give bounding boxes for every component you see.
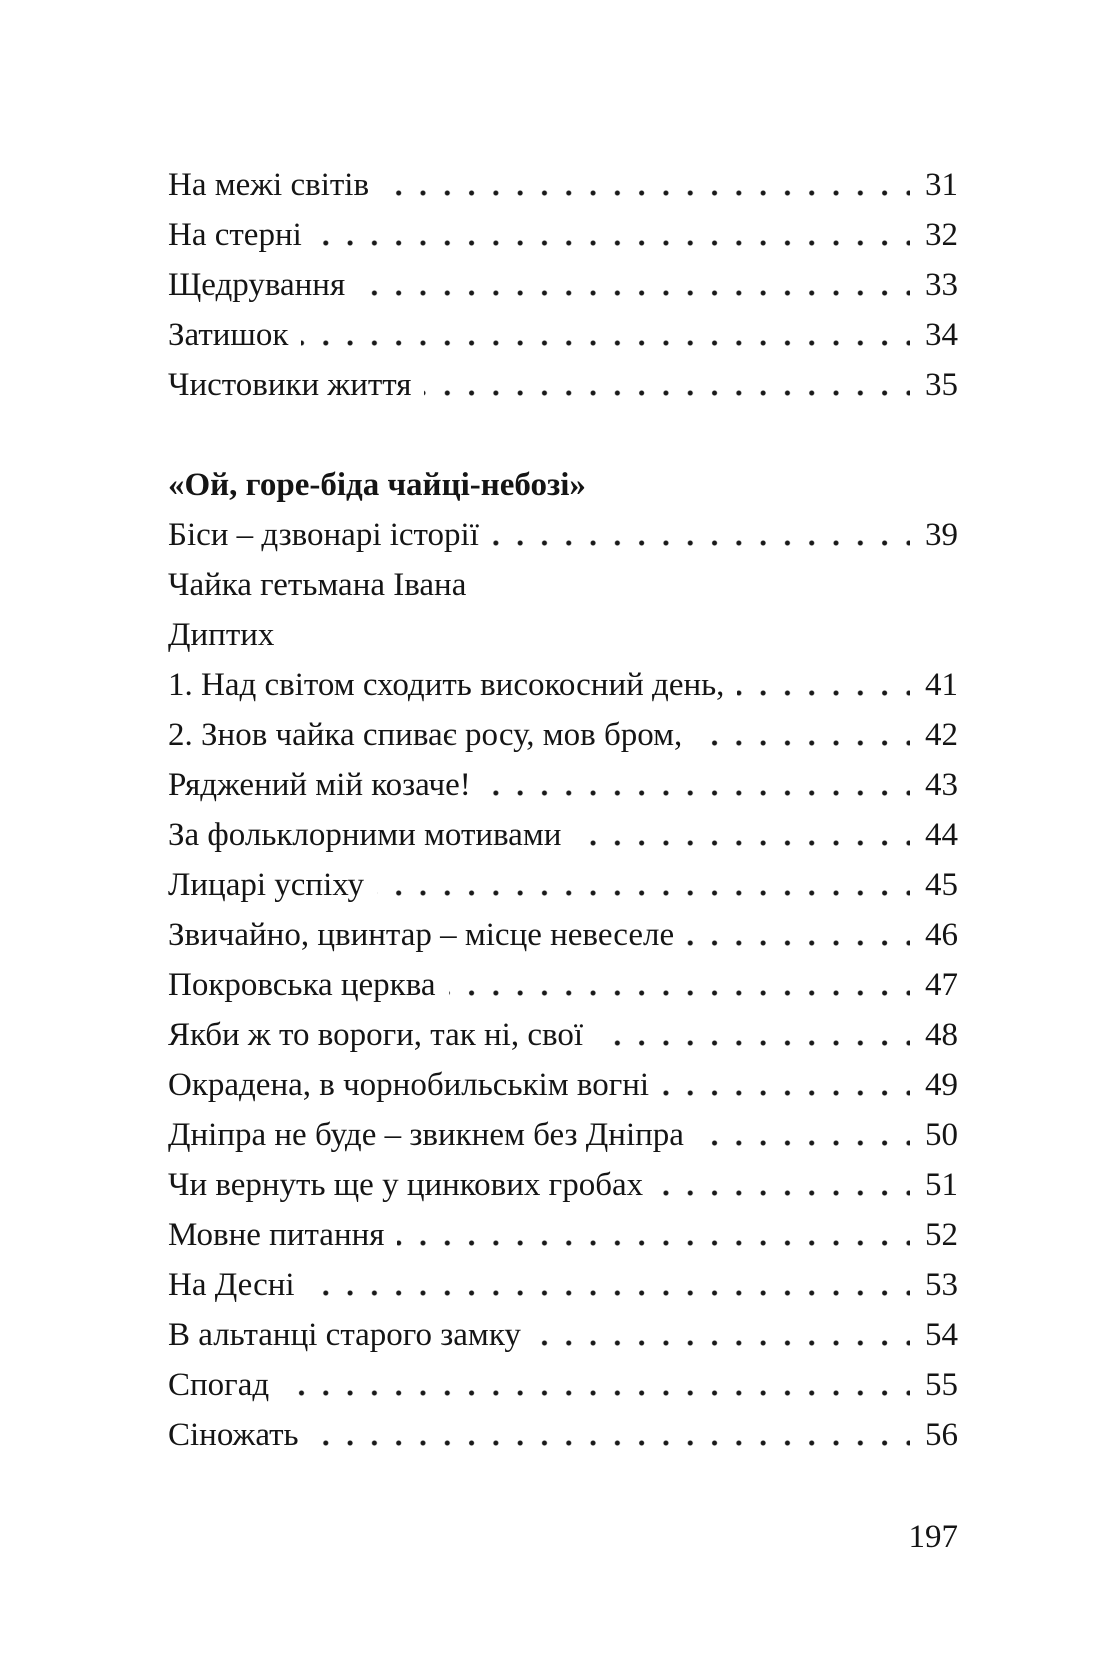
toc-entry: [168, 260, 958, 310]
toc-section-heading-text: «Ой, горе-біда чайці-небозі»: [168, 460, 599, 510]
toc-entry-page-number: 39: [910, 510, 958, 560]
toc-entry-title: Щедрування: [168, 260, 358, 310]
toc-entry: [168, 1360, 958, 1410]
toc-entry-title: Спогад: [168, 1360, 282, 1410]
toc-entry-page-number: 42: [910, 710, 958, 760]
toc-entry: [168, 610, 958, 660]
toc-section-heading: [168, 460, 958, 510]
toc-entry-title: Звичайно, цвинтар – місце невеселе: [168, 910, 687, 960]
toc-entry-title: Чи вернуть ще у цинкових гробах: [168, 1160, 656, 1210]
toc-entry-page-number: 32: [910, 210, 958, 260]
toc-entry-title: Покровська церква: [168, 960, 449, 1010]
toc-entry-title: Мовне питання: [168, 1210, 397, 1260]
toc-entry-page-number: 35: [910, 360, 958, 410]
toc-entry-page-number: 44: [910, 810, 958, 860]
toc-entry-page-number: 47: [910, 960, 958, 1010]
toc-entry-title: Окрадена, в чорнобильськім вогні: [168, 1060, 662, 1110]
toc-entry-page-number: 31: [910, 160, 958, 210]
toc-entry-page-number: 55: [910, 1360, 958, 1410]
toc-entry-title: Чистовики життя: [168, 360, 424, 410]
toc-entry: [168, 960, 958, 1010]
toc-entry-title: На стерні: [168, 210, 315, 260]
toc-entry-page-number: 52: [910, 1210, 958, 1260]
page-folio: 197: [908, 1519, 958, 1555]
toc-entry-page-number: 33: [910, 260, 958, 310]
toc-entry: [168, 560, 958, 610]
toc-entry: [168, 1410, 958, 1460]
toc-entry: [168, 860, 958, 910]
toc-entry: [168, 1160, 958, 1210]
toc-entry-title: Лицарі успіху: [168, 860, 377, 910]
toc-entry: [168, 710, 958, 760]
toc-entry-title: Дніпра не буде – звикнем без Дніпра: [168, 1110, 697, 1160]
toc-entry-title: Ряджений мій козаче!: [168, 760, 484, 810]
toc-entry: [168, 1010, 958, 1060]
toc-entry: [168, 1310, 958, 1360]
toc-entry: [168, 1060, 958, 1110]
toc-entry: [168, 210, 958, 260]
toc-entry: [168, 760, 958, 810]
toc-entry-title: Чайка гетьмана Івана: [168, 560, 479, 610]
toc-entry: [168, 910, 958, 960]
toc-entry-page-number: 54: [910, 1310, 958, 1360]
toc-entry: [168, 360, 958, 410]
toc-entry: [168, 1210, 958, 1260]
toc-entry-title: В альтанці старого замку: [168, 1310, 534, 1360]
toc-entry-title: На Десні: [168, 1260, 308, 1310]
toc-entry-title: 2. Знов чайка спиває росу, мов бром,: [168, 710, 695, 760]
toc-entry-page-number: 45: [910, 860, 958, 910]
toc-entry-title: Сіножать: [168, 1410, 312, 1460]
toc-entry: [168, 660, 958, 710]
toc-entry: [168, 310, 958, 360]
toc-entry-title: На межі світів: [168, 160, 382, 210]
toc-entry: [168, 1110, 958, 1160]
toc-entry-page-number: 43: [910, 760, 958, 810]
toc-entry-page-number: 41: [910, 660, 958, 710]
toc-entry-page-number: 49: [910, 1060, 958, 1110]
toc-entry: [168, 160, 958, 210]
toc-entry-page-number: 53: [910, 1260, 958, 1310]
toc-entry-page-number: 56: [910, 1410, 958, 1460]
table-of-contents: [168, 160, 958, 1460]
toc-entry-page-number: 51: [910, 1160, 958, 1210]
toc-entry: [168, 510, 958, 560]
toc-entry-title: За фольклорними мотивами: [168, 810, 574, 860]
toc-entry-title: Затишок: [168, 310, 301, 360]
toc-entry: [168, 1260, 958, 1310]
toc-entry: [168, 810, 958, 860]
toc-entry-title: 1. Над світом сходить високосний день,: [168, 660, 737, 710]
toc-entry-page-number: 48: [910, 1010, 958, 1060]
toc-entry-page-number: 46: [910, 910, 958, 960]
toc-entry-page-number: 34: [910, 310, 958, 360]
toc-entry-page-number: 50: [910, 1110, 958, 1160]
toc-entry-title: Диптих: [168, 610, 287, 660]
toc-entry-title: Якби ж то вороги, так ні, свої: [168, 1010, 596, 1060]
toc-entry-title: Біси – дзвонарі історії: [168, 510, 492, 560]
